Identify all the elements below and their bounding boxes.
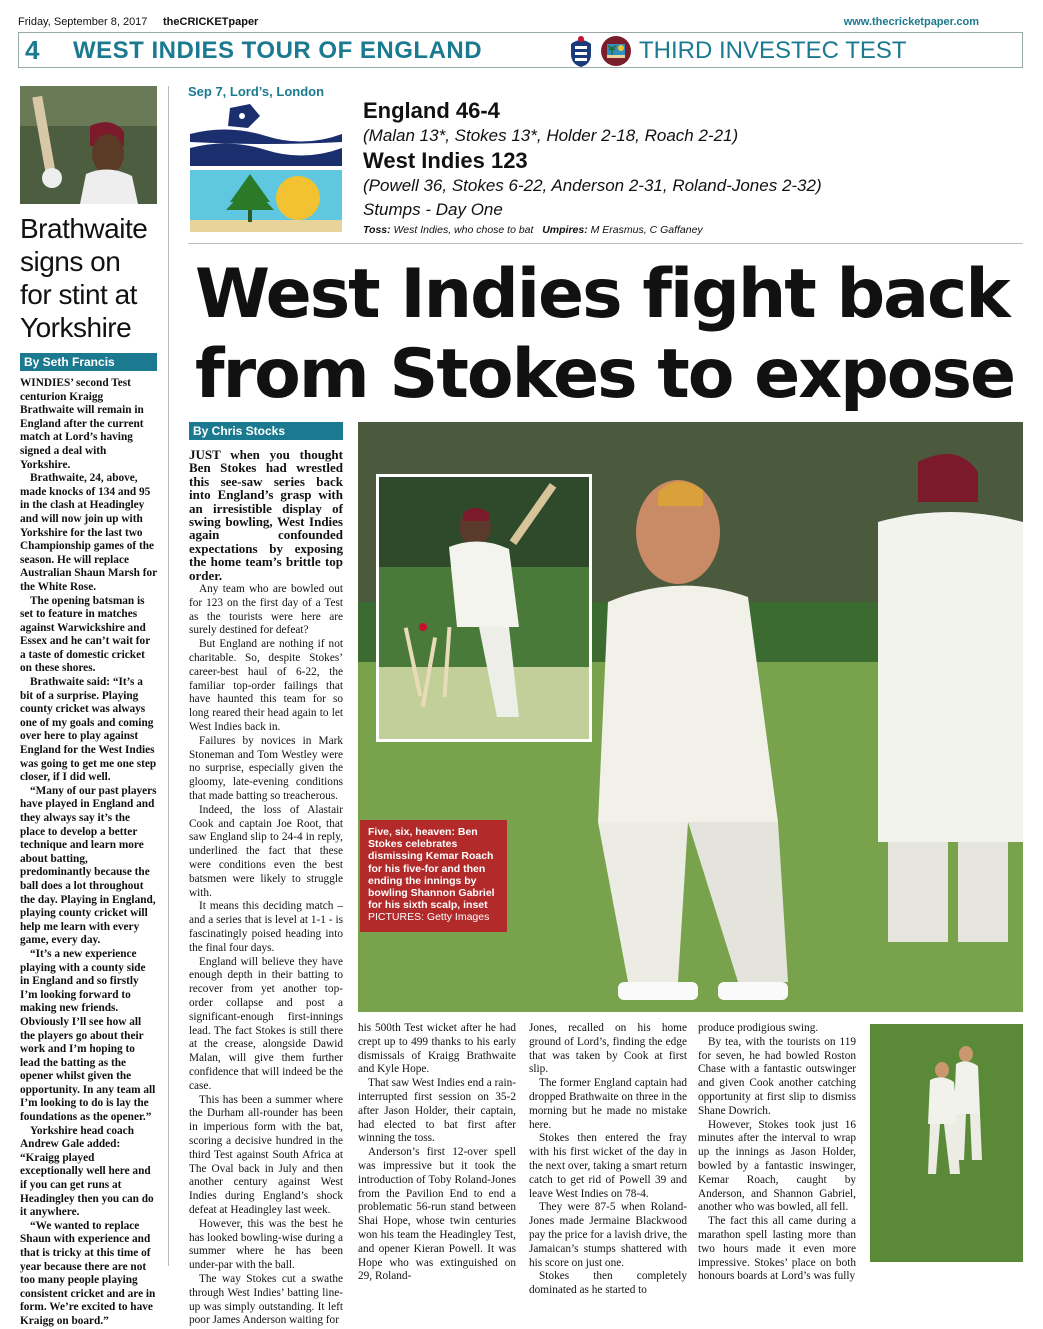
article-paragraph: Anderson’s first 12-over spell was impressive but it took the introduction of Toby Roland-Jones from the Pavilion End to end a problematic 56-run stand between Shai Hope, whose twin centuries won his team the Headingley Test, and opener Kieran Powell. It was Hope who was extinguished on 29, Roland- bbox=[358, 1146, 516, 1283]
west-indies-crest-icon bbox=[597, 35, 635, 67]
fielders-running-icon bbox=[870, 1024, 1023, 1262]
article-paragraph: produce prodigious swing. bbox=[698, 1022, 819, 1034]
main-headline bbox=[195, 255, 1023, 415]
england-score: England 46-4 bbox=[363, 98, 500, 123]
umpires-value: M Erasmus, C Gaffaney bbox=[590, 224, 703, 236]
west-indies-score: West Indies 123 bbox=[363, 148, 528, 173]
main-byline: By Chris Stocks bbox=[189, 422, 343, 440]
caption-text: Five, six, heaven: Ben Stokes celebrates dismissing Kemar Roach for his five-for and then ending the innings by bowling Shannon Gabriel for his sixth scalp, inset bbox=[368, 826, 495, 912]
match-venue: Sep 7, Lord’s, London bbox=[188, 84, 325, 99]
sidebar-paragraph: “Many of our past players have played in England and they always say it’s the place to develop a better technique and learn more about batting, predominantly because the ball does a lot throughout the day. Playing in England, playing county cricket will help me learn with every game, every day. bbox=[20, 784, 157, 947]
article-paragraph: However, this was the best he has looked bowling-wise during a summer where he has been under-par with the ball. bbox=[189, 1217, 343, 1272]
photo-credit: PICTURES: Getty Images bbox=[368, 911, 490, 924]
article-paragraph: It means this deciding match – and a series that is level at 1-1 - is fascinatingly poised heading into the final four days. bbox=[189, 900, 343, 954]
match-status: Stumps - Day One bbox=[363, 200, 503, 219]
sidebar-byline: By Seth Francis bbox=[20, 353, 157, 371]
sidebar-paragraph: The opening batsman is set to feature in matches against Warwickshire and Essex and he can’t wait for a taste of domestic cricket on these shores. bbox=[20, 594, 151, 675]
section-title: WEST INDIES TOUR OF ENGLAND bbox=[73, 37, 483, 64]
sidebar-paragraph: Brathwaite, 24, above, made knocks of 134 and 95 in the clash at Headingley and will now join up with Yorkshire for the last two Championship games of the season. He will replace Australian Shaun Marsh for the White Rose. bbox=[20, 472, 157, 593]
umpires-label: Umpires: bbox=[542, 224, 588, 236]
article-paragraph: This has been a summer where the Durham all-rounder has been in imperious form with the bat, scoring a decisive hundred in the third Test against South Africa at The Oval back in July and then another century against West Indies during England’s shock defeat at Headingley last week. bbox=[189, 1093, 343, 1216]
article-paragraph: Failures by novices in Mark Stoneman and Tom Westley were no surprise, especially given the gloomy, late-evening conditions that made batting so treacherous. bbox=[189, 734, 343, 803]
article-paragraph: Stokes then completely dominated as he started to bbox=[529, 1270, 687, 1297]
article-paragraph: The former England captain had dropped Brathwaite on three in the morning but he made no mistake here. bbox=[529, 1077, 687, 1131]
article-paragraph: his 500th Test wicket after he had crept up to 499 thanks to his early dismissals of Kraigg Brathwaite and Kyle Hope. bbox=[358, 1022, 516, 1076]
article-paragraph: By tea, with the tourists on 119 for seven, he had bowled Roston Chase with a fantastic outswinger and given Cook another catching opportunity at first slip to dismiss Shane Dowrich. bbox=[698, 1035, 856, 1117]
main-column-2 bbox=[358, 1022, 516, 1284]
west-indies-score-detail: (Powell 36, Stokes 6-22, Anderson 2-31, Roland-Jones 2-32) bbox=[363, 176, 822, 195]
sidebar-paragraph: Yorkshire head coach Andrew Gale added: “Kraigg played exceptionally well here and if you can get runs at Headingley then you can do it anywhere. bbox=[20, 1124, 154, 1219]
england-crest-icon bbox=[567, 34, 595, 68]
website-link[interactable]: www.thecricketpaper.com bbox=[843, 16, 979, 28]
page-number: 4 bbox=[25, 35, 40, 65]
article-paragraph: Stokes then entered the fray with his first wicket of the day in the next over, taking a smart return catch to get rid of Powell 39 and leave West Indies on 78-4. bbox=[529, 1132, 687, 1200]
series-title: THIRD INVESTEC TEST bbox=[639, 37, 907, 64]
england-flag-icon bbox=[190, 104, 342, 166]
main-column-4 bbox=[698, 1022, 856, 1284]
players-celebrating-photo bbox=[870, 1024, 1023, 1262]
article-paragraph: However, Stokes took just 16 minutes after the interval to wrap up the innings as Jason Holder, bowled by a fantastic inswinger, Kemar Roach, caught by Anderson, and Shannon Gabriel, another who was bowled, all fell. bbox=[698, 1118, 856, 1214]
top-line bbox=[18, 14, 1023, 30]
sidebar-body bbox=[20, 377, 157, 1329]
england-score-detail: (Malan 13*, Stokes 13*, Holder 2-18, Roach 2-21) bbox=[363, 126, 739, 145]
paper-brand: theCRICKETpaper bbox=[163, 16, 259, 28]
article-paragraph: The way Stokes cut a swathe through West Indies’ batting line-up was simply outstanding. It left poor James Anderson waiting for bbox=[189, 1272, 343, 1327]
headline-line-2: from Stokes to expose bbox=[195, 335, 1015, 414]
toss-umpires-line bbox=[363, 224, 822, 236]
sidebar-story bbox=[20, 86, 157, 1329]
scorecard-divider bbox=[188, 243, 1023, 244]
sidebar-paragraph: Brathwaite said: “It’s a bit of a surprise. Playing county cricket was always one of my goals and coming over here to play against England for the West Indies was going to get me one step closer, if I did well. bbox=[20, 676, 157, 784]
section-header bbox=[18, 32, 1023, 68]
sidebar-paragraph: “We wanted to replace Shaun with experience and that is tricky at this time of year because there are not too many people playing consistent cricket and are in form. We’re excited to have Kraigg on board.” bbox=[20, 1219, 156, 1327]
toss-value: West Indies, who chose to bat bbox=[393, 224, 534, 236]
article-paragraph: Indeed, the loss of Alastair Cook and captain Joe Root, that saw England slip to 24-4 in reply, underlined the fact that these were conditions even the best batsmen were likely to struggle with. bbox=[189, 803, 343, 899]
scorecard bbox=[188, 84, 1023, 240]
score-lines bbox=[363, 98, 822, 236]
batsman-silhouette-icon bbox=[20, 86, 157, 204]
article-paragraph: Jones, recalled on his home ground of Lord’s, finding the edge that was taken by Cook at first slip. bbox=[529, 1022, 687, 1076]
article-paragraph: Any team who are bowled out for 123 on the first day of a Test as the tourists were here are surely destined for defeat? bbox=[189, 583, 343, 637]
column-divider bbox=[168, 86, 169, 1266]
lede-paragraph: JUST when you thought Ben Stokes had wrestled this see-saw series back into England’s grasp with an irresistible display of swing bowling, West Indies again confounded expectations by exposing the home team’s brittle top order. bbox=[189, 447, 343, 583]
article-paragraph: That saw West Indies end a rain-interrupted first session on 35-2 after Jason Holder, their captain, had elected to bat first after winning the toss. bbox=[358, 1077, 516, 1145]
article-paragraph: The fact this all came during a marathon spell lasting more than two hours made it even more impressive. Stokes’ place on both honours boards at Lord’s was fully bbox=[698, 1215, 856, 1283]
batsman-bowled-icon bbox=[379, 477, 589, 739]
toss-label: Toss: bbox=[363, 224, 391, 236]
stumps-shattered-inset-photo bbox=[376, 474, 592, 742]
sidebar-paragraph: WINDIES’ second Test centurion Kraigg Brathwaite will remain in England after the current match at Lord’s having signed a deal with Yorkshire. bbox=[20, 377, 144, 471]
article-paragraph: England will believe they have enough depth in their batting to recover from yet another top-order collapse and post a significant-enough first-innings lead. The fact Stokes is still there at the crease, alongside Dawid Malan, will give them further confidence that will indeed be the case. bbox=[189, 955, 343, 1092]
photo-caption bbox=[360, 820, 507, 932]
brathwaite-photo bbox=[20, 86, 157, 204]
issue-date: Friday, September 8, 2017 bbox=[18, 16, 148, 28]
article-paragraph: But England are nothing if not charitable. So, despite Stokes’ career-best haul of 6-22, the familiar top-order failings that have haunted this team for so long reared their head again to let West Indies back in. bbox=[189, 638, 343, 734]
sidebar-paragraph: “It’s a new experience playing with a county side in England and so firstly I’m looking forward to making new friends. Obviously I’ll see how all the players go about their work and I’m hoping to lead the batting as the opener whilst given the opportunity. In any team all I’m looking to do is lay the foundations as the opener.” bbox=[20, 947, 156, 1124]
article-paragraph: They were 87-5 when Roland-Jones made Jermaine Blackwood pay the price for a lavish drive, the Jamaican’s stumps shattered with his score on just one. bbox=[529, 1201, 687, 1269]
main-column-3 bbox=[529, 1022, 687, 1298]
sidebar-headline: Brathwaite signs on for stint at Yorkshire bbox=[20, 213, 148, 343]
west-indies-flag-icon bbox=[190, 170, 342, 232]
headline-line-1: West Indies fight back bbox=[195, 255, 1009, 334]
main-column-1 bbox=[189, 448, 343, 1328]
